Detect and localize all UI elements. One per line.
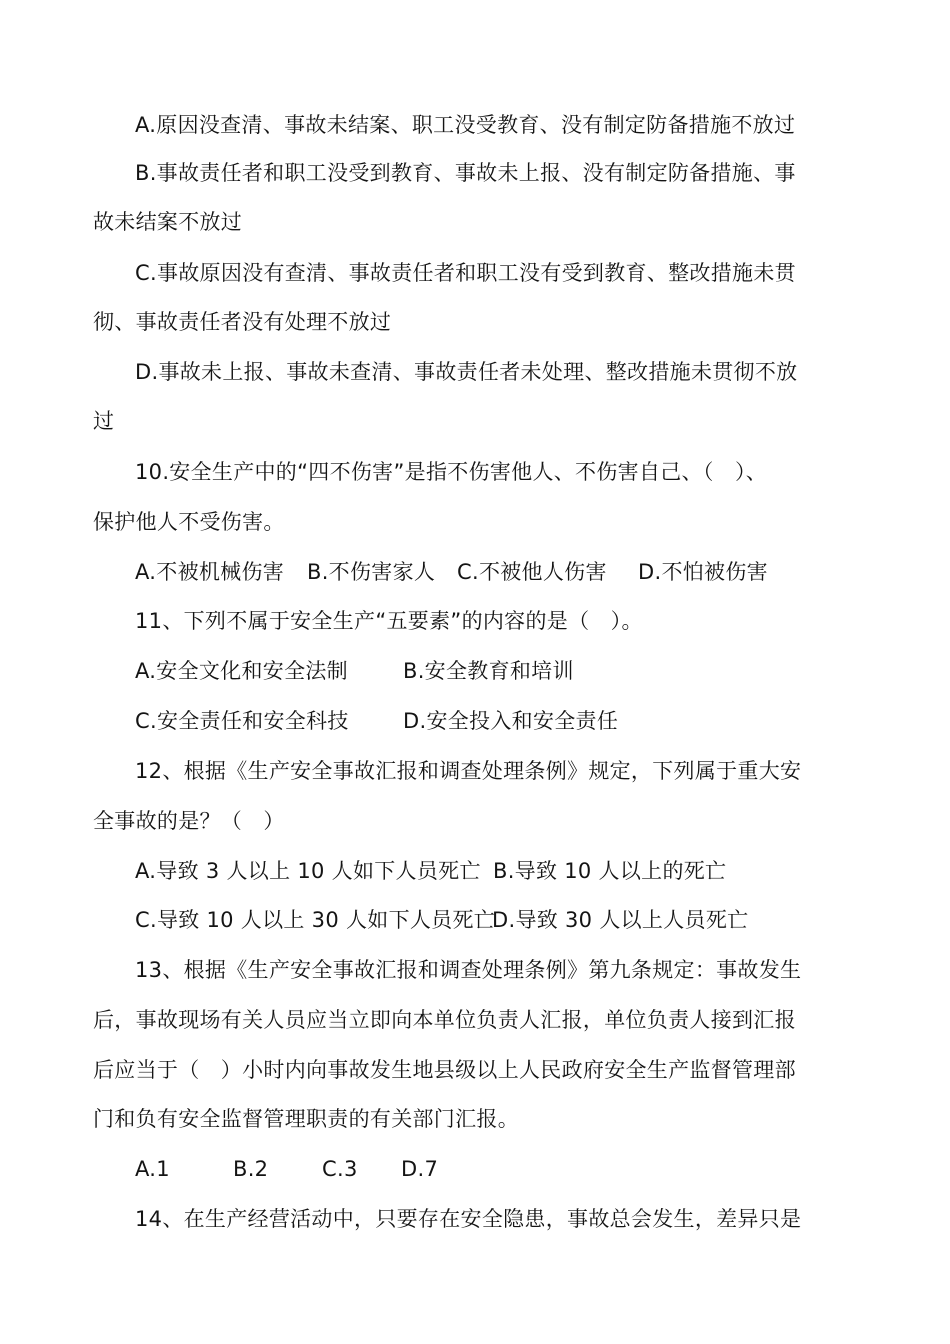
q13-option-b: B.2 bbox=[233, 1157, 269, 1181]
q11-options-row2 bbox=[135, 706, 880, 736]
q13-option-a: A.1 bbox=[135, 1157, 170, 1181]
q11-option-d: D.安全投入和安全责任 bbox=[403, 709, 619, 733]
q10-stem: 10.安全生产中的“四不伤害”是指不伤害他人、不伤害自己、（ ）、 bbox=[135, 460, 768, 484]
q11-option-a: A.安全文化和安全法制 bbox=[135, 659, 348, 683]
q13-stem-cont-2: 后应当于（ ）小时内向事故发生地县级以上人民政府安全生产监督管理部 bbox=[93, 1058, 796, 1082]
q9-option-c: C.事故原因没有查清、事故责任者和职工没有受到教育、整改措施未贯 bbox=[135, 261, 796, 285]
q10-options bbox=[135, 557, 880, 587]
q14-stem: 14、在生产经营活动中，只要存在安全隐患，事故总会发生，差异只是 bbox=[135, 1207, 802, 1231]
q13-options bbox=[135, 1154, 880, 1184]
q11-options-row1 bbox=[135, 656, 880, 686]
q13-option-c: C.3 bbox=[322, 1157, 358, 1181]
q11-option-c: C.安全责任和安全科技 bbox=[135, 709, 349, 733]
q9-option-d-cont: 过 bbox=[93, 409, 115, 433]
q9-option-a: A.原因没查清、事故未结案、职工没受教育、没有制定防备措施不放过 bbox=[135, 113, 796, 137]
q12-option-b: B.导致 10 人以上的死亡 bbox=[493, 859, 727, 883]
q11-stem: 11、下列不属于安全生产“五要素”的内容的是（ ）。 bbox=[135, 609, 643, 633]
q10-option-b: B.不伤害家人 bbox=[307, 560, 436, 584]
q13-stem-cont-1: 后，事故现场有关人员应当立即向本单位负责人汇报，单位负责人接到汇报 bbox=[93, 1008, 796, 1032]
q9-option-b-cont: 故未结案不放过 bbox=[93, 210, 243, 234]
q12-stem-cont: 全事故的是？（ ） bbox=[93, 809, 285, 833]
q10-stem-cont: 保护他人不受伤害。 bbox=[93, 510, 285, 534]
q13-stem: 13、根据《生产安全事故汇报和调查处理条例》第九条规定：事故发生 bbox=[135, 958, 802, 982]
q13-option-d: D.7 bbox=[401, 1157, 439, 1181]
q9-option-d: D.事故未上报、事故未查清、事故责任者未处理、整改措施未贯彻不放 bbox=[135, 360, 798, 384]
q12-option-d: D.导致 30 人以上人员死亡 bbox=[492, 908, 749, 932]
q9-option-c-cont: 彻、事故责任者没有处理不放过 bbox=[93, 310, 392, 334]
q10-option-c: C.不被他人伤害 bbox=[457, 560, 607, 584]
q11-option-b: B.安全教育和培训 bbox=[403, 659, 574, 683]
q12-option-a: A.导致 3 人以上 10 人如下人员死亡 bbox=[135, 859, 481, 883]
q12-option-c: C.导致 10 人以上 30 人如下人员死亡 bbox=[135, 908, 496, 932]
q13-stem-cont-3: 门和负有安全监督管理职责的有关部门汇报。 bbox=[93, 1107, 519, 1131]
q12-options-row1 bbox=[135, 856, 880, 886]
q10-option-d: D.不怕被伤害 bbox=[638, 560, 768, 584]
q12-stem: 12、根据《生产安全事故汇报和调查处理条例》规定，下列属于重大安 bbox=[135, 759, 802, 783]
q12-options-row2 bbox=[135, 905, 880, 935]
q9-option-b: B.事故责任者和职工没受到教育、事故未上报、没有制定防备措施、事 bbox=[135, 161, 796, 185]
q10-option-a: A.不被机械伤害 bbox=[135, 560, 285, 584]
